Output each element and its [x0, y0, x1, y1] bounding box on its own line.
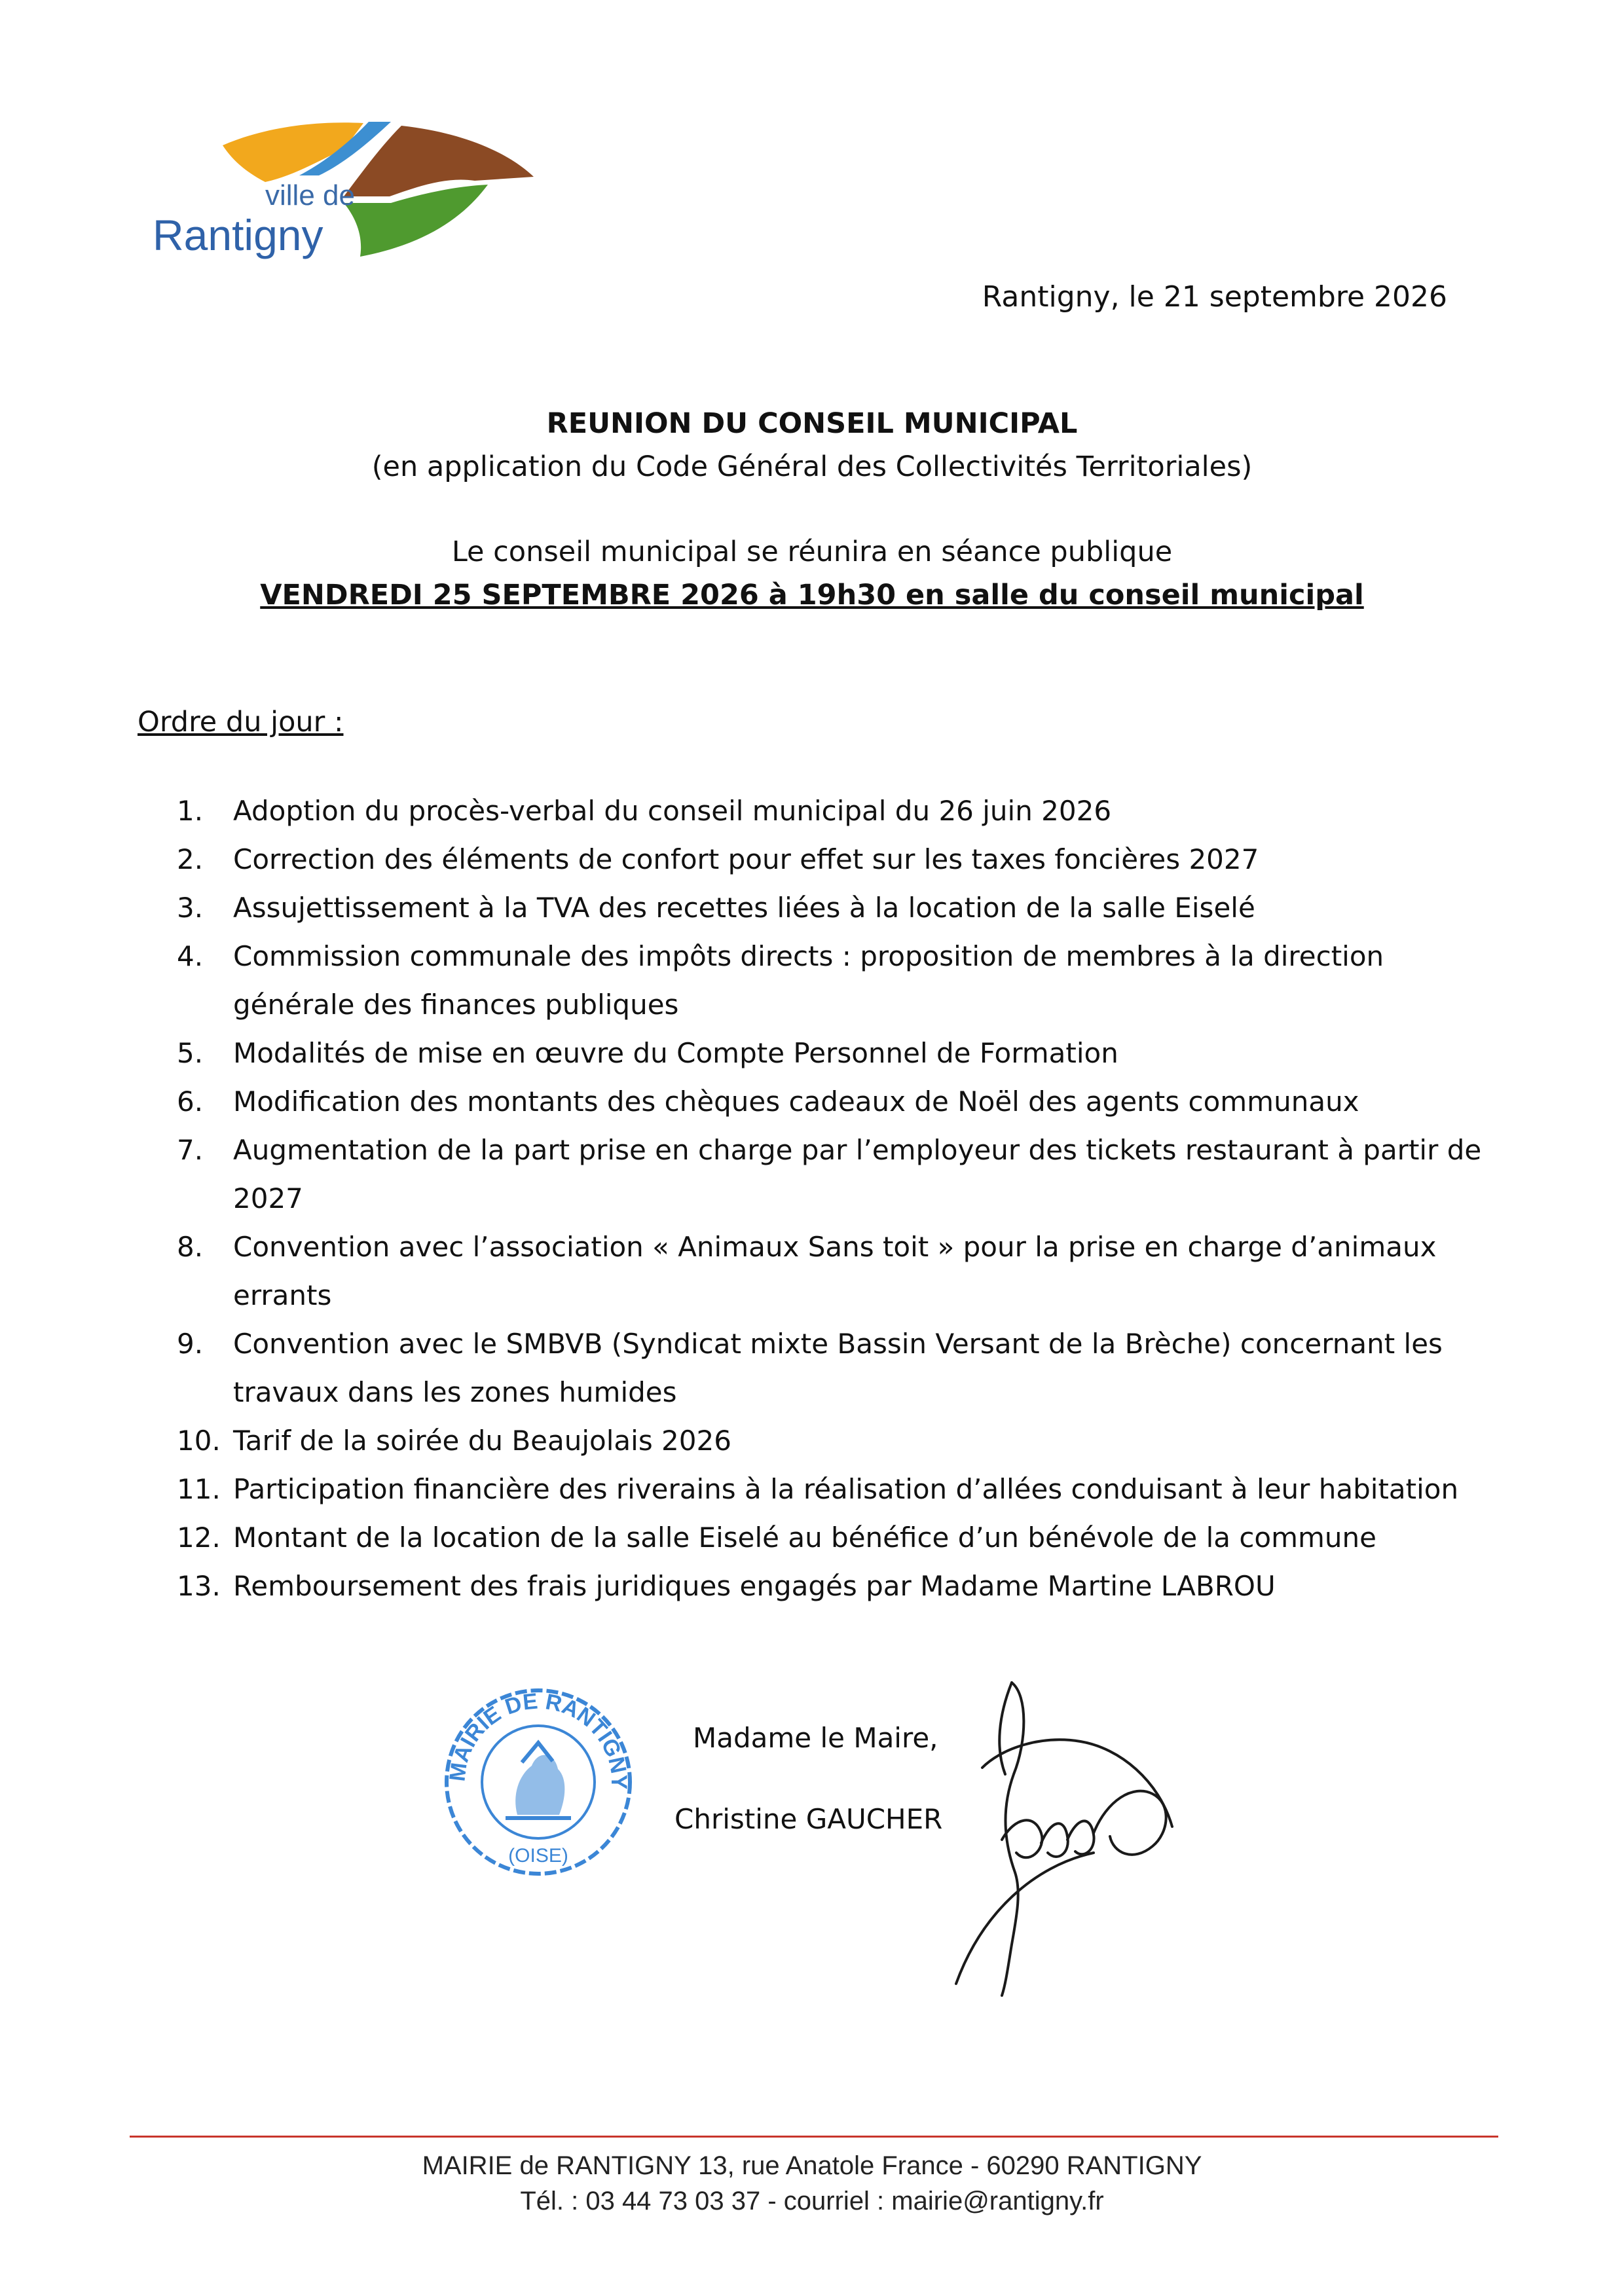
date-line: Rantigny, le 21 septembre 2026 — [982, 280, 1447, 314]
agenda-item — [177, 884, 1513, 932]
agenda-item-text-continued: travaux dans les zones humides — [233, 1376, 677, 1408]
agenda-item-text: Augmentation de la part prise en charge par l’employeur des tickets restaurant à partir de — [233, 1134, 1482, 1166]
agenda-item-number: 8. — [177, 1231, 204, 1263]
signer-title: Madame le Maire, — [693, 1722, 938, 1754]
agenda-item-number: 7. — [177, 1134, 204, 1166]
stamp-bottom-text: (OISE) — [508, 1845, 568, 1867]
agenda-item-number: 4. — [177, 940, 204, 972]
logo-big-text: Rantigny — [153, 211, 323, 259]
agenda-item-text: Assujettissement à la TVA des recettes liées à la location de la salle Eiselé — [233, 892, 1255, 924]
agenda-item-number: 11. — [177, 1473, 221, 1505]
footer-divider — [130, 2136, 1498, 2138]
footer-address: MAIRIE de RANTIGNY 13, rue Anatole France - 60290 RANTIGNY — [422, 2151, 1202, 2180]
agenda-item-number: 5. — [177, 1037, 204, 1069]
agenda-item — [177, 1562, 1513, 1611]
agenda-item — [177, 1029, 1513, 1078]
agenda-item — [177, 1320, 1513, 1417]
agenda-item — [177, 1126, 1513, 1223]
agenda-item-text: Modification des montants des chèques cadeaux de Noël des agents communaux — [233, 1085, 1359, 1118]
signer-name: Christine GAUCHER — [674, 1803, 943, 1835]
meeting-intro: Le conseil municipal se réunira en séance publique — [451, 536, 1173, 568]
agenda-item — [177, 932, 1513, 1029]
meeting-date-headline: VENDREDI 25 SEPTEMBRE 2026 à 19h30 en salle du conseil municipal — [260, 579, 1364, 611]
document-subtitle: (en application du Code Général des Collectivités Territoriales) — [371, 450, 1253, 483]
agenda-heading: Ordre du jour : — [138, 706, 344, 738]
agenda-list — [177, 787, 1513, 1611]
agenda-item — [177, 1223, 1513, 1320]
agenda-item-number: 12. — [177, 1522, 221, 1554]
agenda-item-text: Remboursement des frais juridiques engagés par Madame Martine LABROU — [233, 1570, 1276, 1602]
agenda-item-text: Adoption du procès-verbal du conseil municipal du 26 juin 2026 — [233, 795, 1112, 827]
agenda-item — [177, 1514, 1513, 1562]
agenda-item-text: Convention avec le SMBVB (Syndicat mixte Bassin Versant de la Brèche) concernant les — [233, 1328, 1443, 1360]
agenda-item — [177, 1417, 1513, 1465]
agenda-item-text-continued: 2027 — [233, 1182, 303, 1214]
footer-contact: Tél. : 03 44 73 03 37 - courriel : mairie@rantigny.fr — [520, 2187, 1104, 2215]
agenda-item-number: 2. — [177, 843, 204, 875]
agenda-item-text: Modalités de mise en œuvre du Compte Personnel de Formation — [233, 1037, 1118, 1069]
agenda-item — [177, 1465, 1513, 1514]
signature-graphic — [943, 1676, 1192, 1997]
ville-de-rantigny-logo — [147, 105, 553, 282]
agenda-item — [177, 835, 1513, 884]
logo-graphic — [147, 105, 553, 282]
agenda-item-text: Convention avec l’association « Animaux Sans toit » pour la prise en charge d’animaux — [233, 1231, 1437, 1263]
agenda-item-text: Commission communale des impôts directs : proposition de membres à la direction — [233, 940, 1384, 972]
agenda-item — [177, 1078, 1513, 1126]
logo-small-text: ville de — [265, 179, 355, 211]
agenda-item-text: Montant de la location de la salle Eiselé au bénéfice d’un bénévole de la commune — [233, 1522, 1377, 1554]
agenda-item — [177, 787, 1513, 835]
agenda-item-number: 9. — [177, 1328, 204, 1360]
agenda-item-text: Tarif de la soirée du Beaujolais 2026 — [233, 1425, 731, 1457]
document-title: REUNION DU CONSEIL MUNICIPAL — [546, 407, 1078, 440]
agenda-item-number: 13. — [177, 1570, 221, 1602]
agenda-item-number: 1. — [177, 795, 204, 827]
stamp-text: MAIRIE DE RANTIGNY — [445, 1688, 632, 1790]
official-stamp — [440, 1684, 637, 1880]
agenda-item-number: 6. — [177, 1085, 204, 1118]
agenda-item-text: Participation financière des riverains à la réalisation d’allées conduisant à leur habitation — [233, 1473, 1459, 1505]
handwritten-signature — [943, 1676, 1192, 1997]
agenda-item-text-continued: errants — [233, 1279, 332, 1311]
stamp-graphic — [440, 1684, 637, 1880]
agenda-item-number: 10. — [177, 1425, 221, 1457]
agenda-item-text: Correction des éléments de confort pour effet sur les taxes foncières 2027 — [233, 843, 1259, 875]
agenda-item-number: 3. — [177, 892, 204, 924]
agenda-item-text-continued: générale des finances publiques — [233, 989, 679, 1021]
